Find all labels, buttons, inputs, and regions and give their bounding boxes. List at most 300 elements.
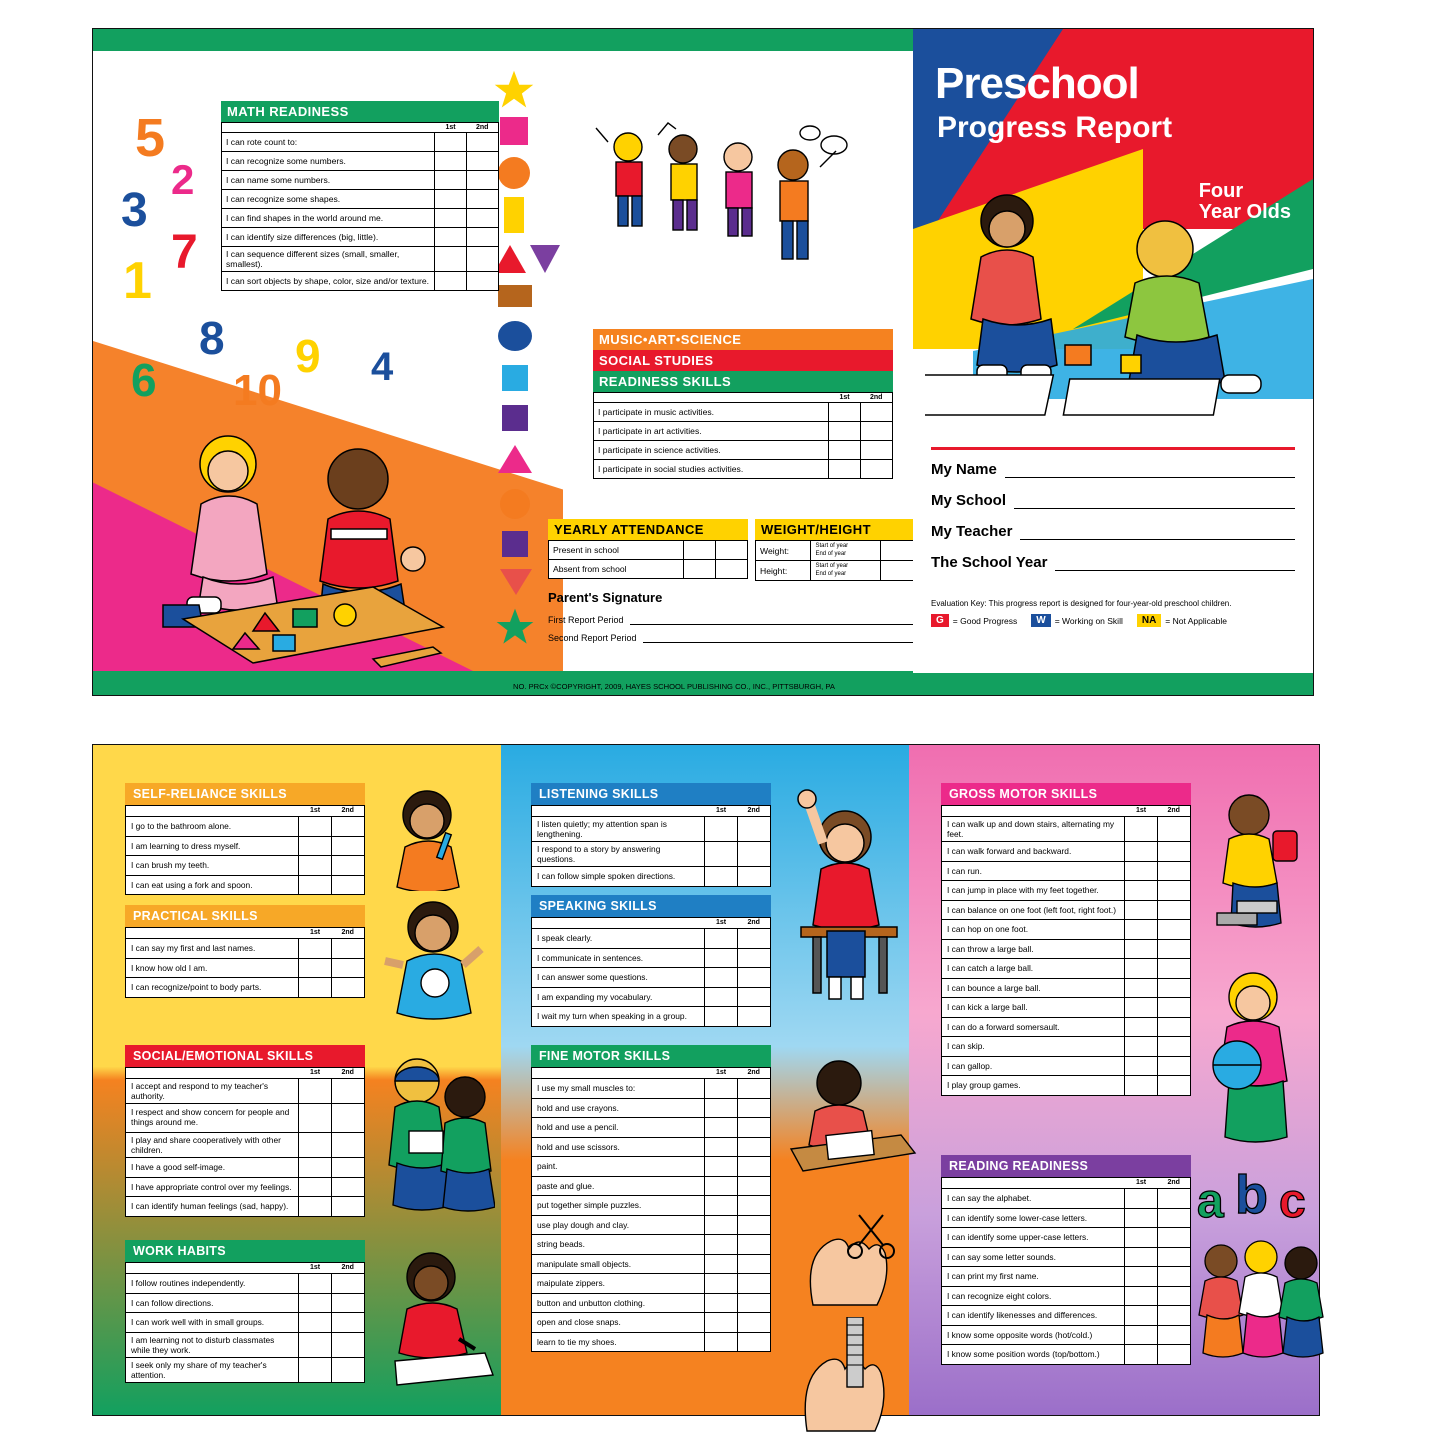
- checkbox-cell[interactable]: [332, 939, 365, 959]
- first-report-period-line[interactable]: First Report Period: [548, 613, 968, 625]
- checkbox-cell[interactable]: [738, 1293, 771, 1313]
- checkbox-cell[interactable]: [1158, 998, 1191, 1018]
- key-badge-g: G: [931, 614, 949, 627]
- col-2nd: 2nd: [747, 1069, 760, 1076]
- checkbox-cell[interactable]: [1158, 959, 1191, 979]
- weight-height-title: WEIGHT/HEIGHT: [755, 519, 953, 540]
- checkbox-cell[interactable]: [861, 460, 893, 479]
- checkbox-cell[interactable]: [705, 867, 738, 887]
- table-row: I can kick a large ball.: [942, 998, 1191, 1018]
- checkbox-cell[interactable]: [299, 1177, 332, 1197]
- speaking-skills-table: [531, 917, 771, 1027]
- col-1st: 1st: [715, 807, 727, 814]
- circle-orange-icon: [498, 157, 530, 189]
- social-emotional-title: SOCIAL/EMOTIONAL SKILLS: [125, 1045, 365, 1067]
- checkbox-cell[interactable]: [332, 1357, 365, 1382]
- checkbox-cell[interactable]: [1125, 959, 1158, 979]
- checkbox-cell[interactable]: [299, 1158, 332, 1178]
- checkbox-cell[interactable]: [738, 968, 771, 988]
- cover-title: Preschool: [935, 59, 1139, 108]
- checkbox-cell[interactable]: [1158, 978, 1191, 998]
- checkbox-cell[interactable]: [1158, 1076, 1191, 1096]
- table-row: button and unbutton clothing.: [532, 1293, 771, 1313]
- table-row: learn to tie my shoes.: [532, 1332, 771, 1352]
- parents-signature-title: Parent's Signature: [548, 590, 663, 605]
- svg-text:a: a: [1197, 1175, 1224, 1228]
- checkbox-cell[interactable]: [1125, 1056, 1158, 1076]
- checkbox-cell[interactable]: [435, 272, 467, 291]
- table-row: I am learning to dress myself.: [126, 836, 365, 856]
- checkbox-cell[interactable]: [1158, 881, 1191, 901]
- section-music-art-science: [593, 329, 893, 479]
- checkbox-cell[interactable]: [705, 1007, 738, 1027]
- checkbox-cell[interactable]: [738, 929, 771, 949]
- checkbox-cell[interactable]: [861, 441, 893, 460]
- checkbox-cell[interactable]: [1158, 1056, 1191, 1076]
- decor-number-10: 10: [233, 366, 282, 415]
- table-row: I can hop on one foot.: [942, 920, 1191, 940]
- checkbox-cell[interactable]: [1125, 978, 1158, 998]
- mas-title-line1: MUSIC•ART•SCIENCE: [593, 329, 893, 350]
- checkbox-cell[interactable]: [1158, 1189, 1191, 1209]
- table-row: manipulate small objects.: [532, 1254, 771, 1274]
- table-row: I have a good self-image.: [126, 1158, 365, 1178]
- checkbox-cell[interactable]: [1158, 1325, 1191, 1345]
- table-row: hold and use scissors.: [532, 1137, 771, 1157]
- evaluation-key-row: [931, 614, 1295, 627]
- col-2nd: 2nd: [747, 807, 760, 814]
- table-row: I know some position words (top/bottom.): [942, 1345, 1191, 1365]
- checkbox-cell[interactable]: [1125, 1325, 1158, 1345]
- checkbox-cell[interactable]: [332, 1158, 365, 1178]
- checkbox-cell[interactable]: [332, 978, 365, 998]
- checkbox-cell[interactable]: [299, 1079, 332, 1104]
- checkbox-cell[interactable]: [299, 1293, 332, 1313]
- checkbox-cell[interactable]: [299, 978, 332, 998]
- checkbox-cell[interactable]: [738, 1254, 771, 1274]
- circle-orange2-icon: [500, 489, 530, 519]
- checkbox-cell[interactable]: [332, 1104, 365, 1133]
- section-work-habits: [125, 1240, 365, 1383]
- checkbox-cell[interactable]: [467, 152, 499, 171]
- rect-yellow-icon: [504, 197, 524, 233]
- table-row: I can sequence different sizes (small, smaller, smallest).: [222, 247, 499, 272]
- checkbox-cell[interactable]: [738, 842, 771, 867]
- checkbox-cell[interactable]: [332, 1197, 365, 1217]
- table-row: I can catch a large ball.: [942, 959, 1191, 979]
- checkbox-cell[interactable]: [705, 1293, 738, 1313]
- section-math-readiness: [221, 101, 499, 291]
- checkbox-cell[interactable]: [705, 1137, 738, 1157]
- checkbox-cell[interactable]: [299, 1274, 332, 1294]
- table-row: I can run.: [942, 861, 1191, 881]
- field-my-name[interactable]: My Name: [931, 461, 1295, 478]
- checkbox-cell[interactable]: [299, 1104, 332, 1133]
- checkbox-cell[interactable]: [861, 403, 893, 422]
- table-row: hold and use crayons.: [532, 1098, 771, 1118]
- table-row: I can follow directions.: [126, 1293, 365, 1313]
- col-1st: 1st: [309, 929, 321, 936]
- checkbox-cell[interactable]: [332, 836, 365, 856]
- star-green-icon: [494, 607, 536, 652]
- checkbox-cell[interactable]: [467, 171, 499, 190]
- decor-number-5: 5: [135, 108, 166, 168]
- table-row: I can brush my teeth.: [126, 856, 365, 876]
- checkbox-cell[interactable]: [705, 1254, 738, 1274]
- triangle-red2-icon: [500, 569, 532, 595]
- checkbox-cell[interactable]: [299, 1133, 332, 1158]
- col-1st: 1st: [1135, 807, 1147, 814]
- checkbox-cell[interactable]: [705, 1215, 738, 1235]
- checkbox-cell[interactable]: [435, 228, 467, 247]
- checkbox-cell[interactable]: [332, 1133, 365, 1158]
- decor-number-2: 2: [171, 156, 195, 203]
- checkbox-cell[interactable]: [1125, 1306, 1158, 1326]
- illustration-child-brushing-teeth: [375, 781, 485, 891]
- social-emotional-table: [125, 1067, 365, 1217]
- checkbox-cell[interactable]: [1158, 900, 1191, 920]
- table-row: I respond to a story by answering questions.: [532, 842, 771, 867]
- checkbox-cell[interactable]: [1125, 998, 1158, 1018]
- decor-number-8: 8: [199, 312, 225, 364]
- cover-subtitle: Progress Report: [937, 111, 1173, 144]
- checkbox-cell[interactable]: [738, 987, 771, 1007]
- checkbox-cell[interactable]: [332, 1274, 365, 1294]
- table-row: I can do a forward somersault.: [942, 1017, 1191, 1037]
- checkbox-cell[interactable]: [467, 272, 499, 291]
- key-text-g: = Good Progress: [952, 615, 1018, 626]
- col-2nd: 2nd: [1167, 1179, 1180, 1186]
- checkbox-cell[interactable]: [684, 560, 716, 579]
- checkbox-cell[interactable]: [829, 460, 861, 479]
- col-1st: 1st: [309, 807, 321, 814]
- checkbox-cell[interactable]: [705, 1079, 738, 1099]
- checkbox-cell[interactable]: [299, 836, 332, 856]
- cover-fields: [931, 461, 1295, 585]
- table-row: I can sort objects by shape, color, size and/or texture.: [222, 272, 499, 291]
- checkbox-cell[interactable]: [332, 817, 365, 837]
- checkbox-cell[interactable]: [299, 856, 332, 876]
- checkbox-cell[interactable]: [299, 817, 332, 837]
- checkbox-cell[interactable]: [705, 1118, 738, 1138]
- table-row: I can rote count to:: [222, 133, 499, 152]
- mas-title-line3: READINESS SKILLS: [593, 371, 893, 392]
- checkbox-cell[interactable]: [1125, 1247, 1158, 1267]
- table-row: use play dough and clay.: [532, 1215, 771, 1235]
- checkbox-cell[interactable]: [716, 560, 748, 579]
- table-row: I can jump in place with my feet together.: [942, 881, 1191, 901]
- table-row: I can recognize some shapes.: [222, 190, 499, 209]
- checkbox-cell[interactable]: [738, 1079, 771, 1099]
- checkbox-cell[interactable]: [1158, 861, 1191, 881]
- checkbox-cell[interactable]: [1125, 1076, 1158, 1096]
- checkbox-cell[interactable]: [299, 1357, 332, 1382]
- col-1st: 1st: [309, 1264, 321, 1271]
- checkbox-cell[interactable]: [738, 1098, 771, 1118]
- checkbox-cell[interactable]: [1158, 920, 1191, 940]
- checkbox-cell[interactable]: [1125, 881, 1158, 901]
- checkbox-cell[interactable]: [1158, 1208, 1191, 1228]
- decor-number-7: 7: [171, 226, 198, 279]
- section-reading-readiness: [941, 1155, 1191, 1365]
- col-1st: 1st: [839, 394, 850, 401]
- key-text-w: = Working on Skill: [1054, 615, 1123, 626]
- field-my-teacher[interactable]: My Teacher: [931, 523, 1295, 540]
- checkbox-cell[interactable]: [738, 1176, 771, 1196]
- col-2nd: 2nd: [476, 124, 489, 131]
- cover-panel: [913, 29, 1313, 673]
- field-my-school[interactable]: My School: [931, 492, 1295, 509]
- checkbox-cell[interactable]: [435, 152, 467, 171]
- table-row: I have appropriate control over my feelings.: [126, 1177, 365, 1197]
- table-row: I accept and respond to my teacher's authority.: [126, 1079, 365, 1104]
- col-1st: 1st: [1135, 1179, 1147, 1186]
- table-row: I can recognize eight colors.: [942, 1286, 1191, 1306]
- checkbox-cell[interactable]: [738, 1118, 771, 1138]
- field-school-year[interactable]: The School Year: [931, 554, 1295, 571]
- checkbox-cell[interactable]: [1158, 1037, 1191, 1057]
- checkbox-cell[interactable]: [467, 133, 499, 152]
- table-row: I go to the bathroom alone.: [126, 817, 365, 837]
- checkbox-cell[interactable]: [738, 817, 771, 842]
- table-row: Present in school: [549, 541, 748, 560]
- listening-skills-table: [531, 805, 771, 887]
- second-report-period-line[interactable]: Second Report Period: [548, 631, 968, 643]
- illustration-girl-with-ball: [1193, 965, 1323, 1145]
- checkbox-cell[interactable]: [705, 1098, 738, 1118]
- checkbox-cell[interactable]: [467, 247, 499, 272]
- checkbox-cell[interactable]: [1125, 817, 1158, 842]
- table-row: I am expanding my vocabulary.: [532, 987, 771, 1007]
- square-purple2-icon: [502, 531, 528, 557]
- illustration-abc-children: [1193, 1165, 1328, 1365]
- checkbox-cell[interactable]: [467, 209, 499, 228]
- checkbox-cell[interactable]: [705, 1176, 738, 1196]
- checkbox-cell[interactable]: [1125, 939, 1158, 959]
- table-row: I know how old I am.: [126, 958, 365, 978]
- table-row: I can work well with in small groups.: [126, 1313, 365, 1333]
- checkbox-cell[interactable]: [332, 875, 365, 895]
- illustration-hands-scissors: [783, 1205, 923, 1315]
- checkbox-cell[interactable]: [705, 842, 738, 867]
- table-row: open and close snaps.: [532, 1313, 771, 1333]
- checkbox-cell[interactable]: [1158, 1286, 1191, 1306]
- checkbox-cell[interactable]: [716, 541, 748, 560]
- checkbox-cell[interactable]: [705, 987, 738, 1007]
- checkbox-cell[interactable]: [332, 856, 365, 876]
- table-row: I can throw a large ball.: [942, 939, 1191, 959]
- table-row: I am learning not to disturb classmates while they work.: [126, 1332, 365, 1357]
- checkbox-cell[interactable]: [1125, 1345, 1158, 1365]
- checkbox-cell[interactable]: [332, 1293, 365, 1313]
- checkbox-cell[interactable]: [705, 1274, 738, 1294]
- weight-sublabels: Start of year End of year: [811, 541, 880, 561]
- section-listening-skills: [531, 783, 771, 887]
- checkbox-cell[interactable]: [299, 1197, 332, 1217]
- table-row: I speak clearly.: [532, 929, 771, 949]
- checkbox-cell[interactable]: [1125, 842, 1158, 862]
- col-1st: 1st: [715, 1069, 727, 1076]
- checkbox-cell[interactable]: [1125, 1017, 1158, 1037]
- checkbox-cell[interactable]: [1125, 1208, 1158, 1228]
- table-row: I can answer some questions.: [532, 968, 771, 988]
- table-row: I wait my turn when speaking in a group.: [532, 1007, 771, 1027]
- checkbox-cell[interactable]: [684, 541, 716, 560]
- table-row: I can recognize/point to body parts.: [126, 978, 365, 998]
- checkbox-cell[interactable]: [1158, 939, 1191, 959]
- checkbox-cell[interactable]: [705, 968, 738, 988]
- checkbox-cell[interactable]: [738, 1007, 771, 1027]
- table-row: I listen quietly; my attention span is lengthening.: [532, 817, 771, 842]
- checkbox-cell[interactable]: [332, 1177, 365, 1197]
- mas-table: [593, 392, 893, 479]
- triangle-purple-icon: [530, 245, 560, 273]
- key-text-na: = Not Applicable: [1165, 615, 1227, 626]
- checkbox-cell[interactable]: [705, 948, 738, 968]
- checkbox-cell[interactable]: [1125, 1267, 1158, 1287]
- table-row: I can walk forward and backward.: [942, 842, 1191, 862]
- checkbox-cell[interactable]: [880, 541, 916, 561]
- checkbox-cell[interactable]: [705, 929, 738, 949]
- col-1st: 1st: [445, 124, 456, 131]
- checkbox-cell[interactable]: [738, 867, 771, 887]
- checkbox-cell[interactable]: [1158, 1228, 1191, 1248]
- table-row: I follow routines independently.: [126, 1274, 365, 1294]
- checkbox-cell[interactable]: [705, 817, 738, 842]
- checkbox-cell[interactable]: [467, 190, 499, 209]
- checkbox-cell[interactable]: [738, 1235, 771, 1255]
- reading-readiness-table: [941, 1177, 1191, 1365]
- cover-divider: [931, 447, 1295, 450]
- checkbox-cell[interactable]: [1125, 861, 1158, 881]
- checkbox-cell[interactable]: [861, 422, 893, 441]
- section-gross-motor-skills: [941, 783, 1191, 1096]
- col-2nd: 2nd: [341, 807, 354, 814]
- table-row: I can follow simple spoken directions.: [532, 867, 771, 887]
- illustration-two-boys: [375, 1045, 495, 1215]
- table-row: paste and glue.: [532, 1176, 771, 1196]
- table-row: I can balance on one foot (left foot, right foot.): [942, 900, 1191, 920]
- checkbox-cell[interactable]: [705, 1157, 738, 1177]
- checkbox-cell[interactable]: [738, 948, 771, 968]
- decor-number-3: 3: [121, 184, 148, 237]
- checkbox-cell[interactable]: [435, 171, 467, 190]
- fine-motor-skills-title: FINE MOTOR SKILLS: [531, 1045, 771, 1067]
- speaking-skills-title: SPEAKING SKILLS: [531, 895, 771, 917]
- illustration-kids-shape-puzzle: [123, 409, 493, 679]
- table-row: I can eat using a fork and spoon.: [126, 875, 365, 895]
- table-row: put together simple puzzles.: [532, 1196, 771, 1216]
- checkbox-cell[interactable]: [829, 441, 861, 460]
- illustration-kids-painting: [925, 179, 1305, 439]
- table-row: I can identify size differences (big, little).: [222, 228, 499, 247]
- col-2nd: 2nd: [747, 919, 760, 926]
- checkbox-cell[interactable]: [1125, 920, 1158, 940]
- checkbox-cell[interactable]: [435, 209, 467, 228]
- math-readiness-title: MATH READINESS: [221, 101, 499, 122]
- checkbox-cell[interactable]: [1125, 900, 1158, 920]
- checkbox-cell[interactable]: [1158, 1345, 1191, 1365]
- table-row: I use my small muscles to:: [532, 1079, 771, 1099]
- col-2nd: 2nd: [1167, 807, 1180, 814]
- checkbox-cell[interactable]: [705, 1332, 738, 1352]
- table-row: I can recognize some numbers.: [222, 152, 499, 171]
- checkbox-cell[interactable]: [738, 1196, 771, 1216]
- table-row: Weight: Start of year End of year: [756, 541, 953, 561]
- checkbox-cell[interactable]: [467, 228, 499, 247]
- table-row: I can say some letter sounds.: [942, 1247, 1191, 1267]
- checkbox-cell[interactable]: [1158, 842, 1191, 862]
- key-badge-w: W: [1031, 614, 1050, 627]
- attendance-title: YEARLY ATTENDANCE: [548, 519, 748, 540]
- illustration-girl-waving: [375, 891, 495, 1021]
- checkbox-cell[interactable]: [299, 875, 332, 895]
- table-row: I can name some numbers.: [222, 171, 499, 190]
- checkbox-cell[interactable]: [738, 1313, 771, 1333]
- checkbox-cell[interactable]: [1158, 1267, 1191, 1287]
- checkbox-cell[interactable]: [1158, 1247, 1191, 1267]
- checkbox-cell[interactable]: [435, 247, 467, 272]
- checkbox-cell[interactable]: [829, 422, 861, 441]
- illustration-boy-raising-hand: [783, 785, 913, 1015]
- checkbox-cell[interactable]: [332, 958, 365, 978]
- checkbox-cell[interactable]: [738, 1137, 771, 1157]
- report-inside-spread: [92, 744, 1320, 1416]
- square-pink-icon: [500, 117, 528, 145]
- table-row: I play and share cooperatively with other children.: [126, 1133, 365, 1158]
- checkbox-cell[interactable]: [1125, 1037, 1158, 1057]
- checkbox-cell[interactable]: [880, 561, 916, 581]
- table-row: I can identify some upper-case letters.: [942, 1228, 1191, 1248]
- table-row: I can say the alphabet.: [942, 1189, 1191, 1209]
- checkbox-cell[interactable]: [299, 939, 332, 959]
- checkbox-cell[interactable]: [738, 1274, 771, 1294]
- illustration-girl-writing: [375, 1243, 505, 1393]
- checkbox-cell[interactable]: [738, 1157, 771, 1177]
- checkbox-cell[interactable]: [1158, 1017, 1191, 1037]
- table-row: paint.: [532, 1157, 771, 1177]
- checkbox-cell[interactable]: [705, 1235, 738, 1255]
- table-row: I participate in social studies activities.: [594, 460, 893, 479]
- table-row: Height: Start of year End of year: [756, 561, 953, 581]
- checkbox-cell[interactable]: [332, 1332, 365, 1357]
- decor-number-6: 6: [131, 354, 157, 406]
- checkbox-cell[interactable]: [829, 403, 861, 422]
- checkbox-cell[interactable]: [299, 958, 332, 978]
- illustration-child-drawing: [783, 1055, 923, 1185]
- checkbox-cell[interactable]: [738, 1332, 771, 1352]
- checkbox-cell[interactable]: [299, 1332, 332, 1357]
- circle-navy-icon: [498, 321, 532, 351]
- checkbox-cell[interactable]: [332, 1313, 365, 1333]
- checkbox-cell[interactable]: [1158, 1306, 1191, 1326]
- checkbox-cell[interactable]: [332, 1079, 365, 1104]
- checkbox-cell[interactable]: [705, 1313, 738, 1333]
- checkbox-cell[interactable]: [435, 133, 467, 152]
- checkbox-cell[interactable]: [705, 1196, 738, 1216]
- checkbox-cell[interactable]: [1158, 817, 1191, 842]
- gross-motor-skills-title: GROSS MOTOR SKILLS: [941, 783, 1191, 805]
- table-row: I can identify human feelings (sad, happy).: [126, 1197, 365, 1217]
- checkbox-cell[interactable]: [435, 190, 467, 209]
- checkbox-cell[interactable]: [1125, 1286, 1158, 1306]
- checkbox-cell[interactable]: [1125, 1228, 1158, 1248]
- checkbox-cell[interactable]: [1125, 1189, 1158, 1209]
- copyright-line: NO. PRCx ©COPYRIGHT, 2009, HAYES SCHOOL PUBLISHING CO., INC., PITTSBURGH, PA: [513, 682, 835, 691]
- table-row: I respect and show concern for people and things around me.: [126, 1104, 365, 1133]
- checkbox-cell[interactable]: [738, 1215, 771, 1235]
- checkbox-cell[interactable]: [299, 1313, 332, 1333]
